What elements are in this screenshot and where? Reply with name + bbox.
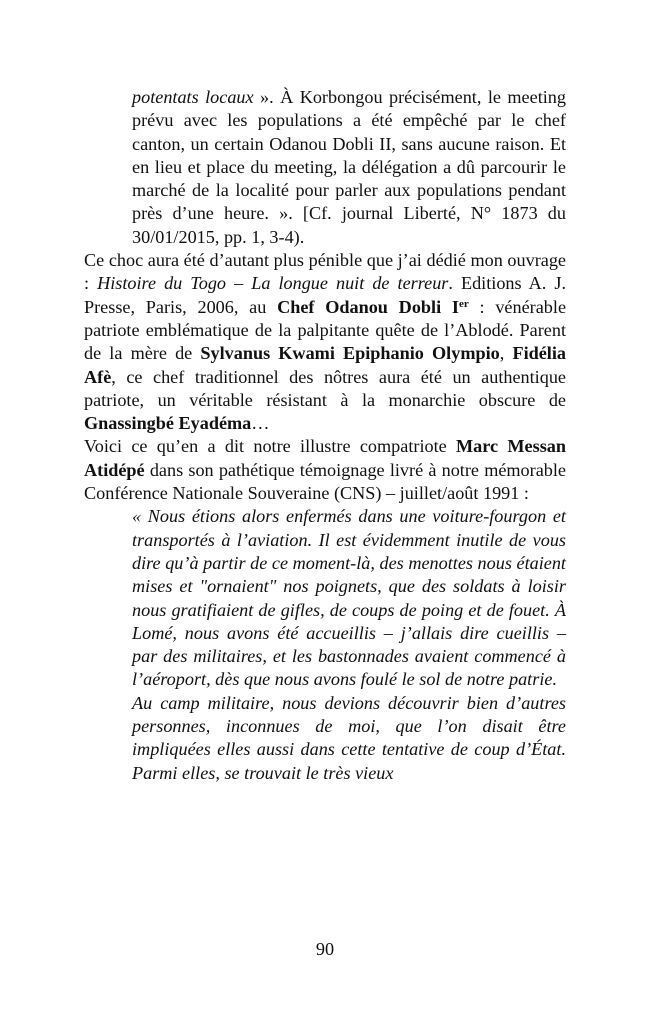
name-olympio: Sylvanus Kwami Epiphanio Olympio xyxy=(200,343,500,364)
chef-name-superscript: er xyxy=(458,297,469,310)
quote-text: ». À Korbongou précisément, le meeting prévu avec les populations a été empêché par le chef canton, un certain Odanou Dobli II, sans aucune raison. Et en lieu et place du meeting, la délégation a dû parcourir le marché de la localité pour parler aux populations pendant près d’une heure. ». [Cf. journal Liberté, N° 1873 du 30/01/2015, pp. 1, 3-4). xyxy=(132,87,566,247)
book-title: Histoire du Togo – La longue nuit de terreur xyxy=(97,273,449,294)
quote-continuation xyxy=(132,86,566,249)
name-fidelia: Fidélia Afè xyxy=(84,343,567,387)
paragraph-dedication xyxy=(84,249,566,435)
testimony-quote-2: Au camp militaire, nous devions découvrir bien d’autres personnes, inconnues de moi, que l’on disait être impliquées elles aussi dans cette tentative de coup d’État. Parmi elles, se trouvait le très vieux xyxy=(132,692,566,783)
paragraph-testimony-intro xyxy=(84,435,566,505)
name-eyadema: Gnassingbé Eyadéma xyxy=(84,413,252,434)
text-run: : vénérable patriote emblématique de la palpitante quête de l’Ablodé. Parent de la mère de xyxy=(84,296,567,364)
text-run: dans son pathétique témoignage livré à notre mémorable Conférence Nationale Souveraine (CNS) – juillet/août 1991 : xyxy=(84,459,566,504)
text-run: , xyxy=(499,343,513,364)
chef-name-text: Chef Odanou Dobli I xyxy=(277,296,459,317)
text-run: Voici ce qu’en a dit notre illustre compatriote xyxy=(84,436,457,457)
page-number: 90 xyxy=(315,939,335,959)
name-marc: Marc Messan Atidépé xyxy=(84,436,566,480)
chef-name xyxy=(277,297,469,317)
testimony-quote-1: « Nous étions alors enfermés dans une voiture-fourgon et transportés à l’aviation. Il est évidemment inutile de vous dire qu’à partir de ce moment-là, des menottes nous étaient mises et "ornaient" nos poignets, que des soldats à loisir nous gratifiaient de gifles, de coups de poing et de fouet. À Lomé, nous avons été accueillis – j’allais dire cueillis – par des militaires, et les bastonnades avaient commencé à l’aéroport, dès que nous avons foulé le sol de notre patrie. xyxy=(132,506,566,690)
text-run: … xyxy=(251,413,270,434)
page-body xyxy=(84,86,566,785)
text-run: Ce choc aura été d’autant plus pénible que j’ai dédié mon ouvrage : xyxy=(84,250,566,294)
text-run: . Editions A. J. Presse, Paris, 2006, au xyxy=(84,273,566,317)
quote-emphasis: potentats locaux xyxy=(132,87,254,107)
text-run: , ce chef traditionnel des nôtres aura été un authentique patriote, un véritable résistant à la monarchie obscure de xyxy=(84,366,566,410)
